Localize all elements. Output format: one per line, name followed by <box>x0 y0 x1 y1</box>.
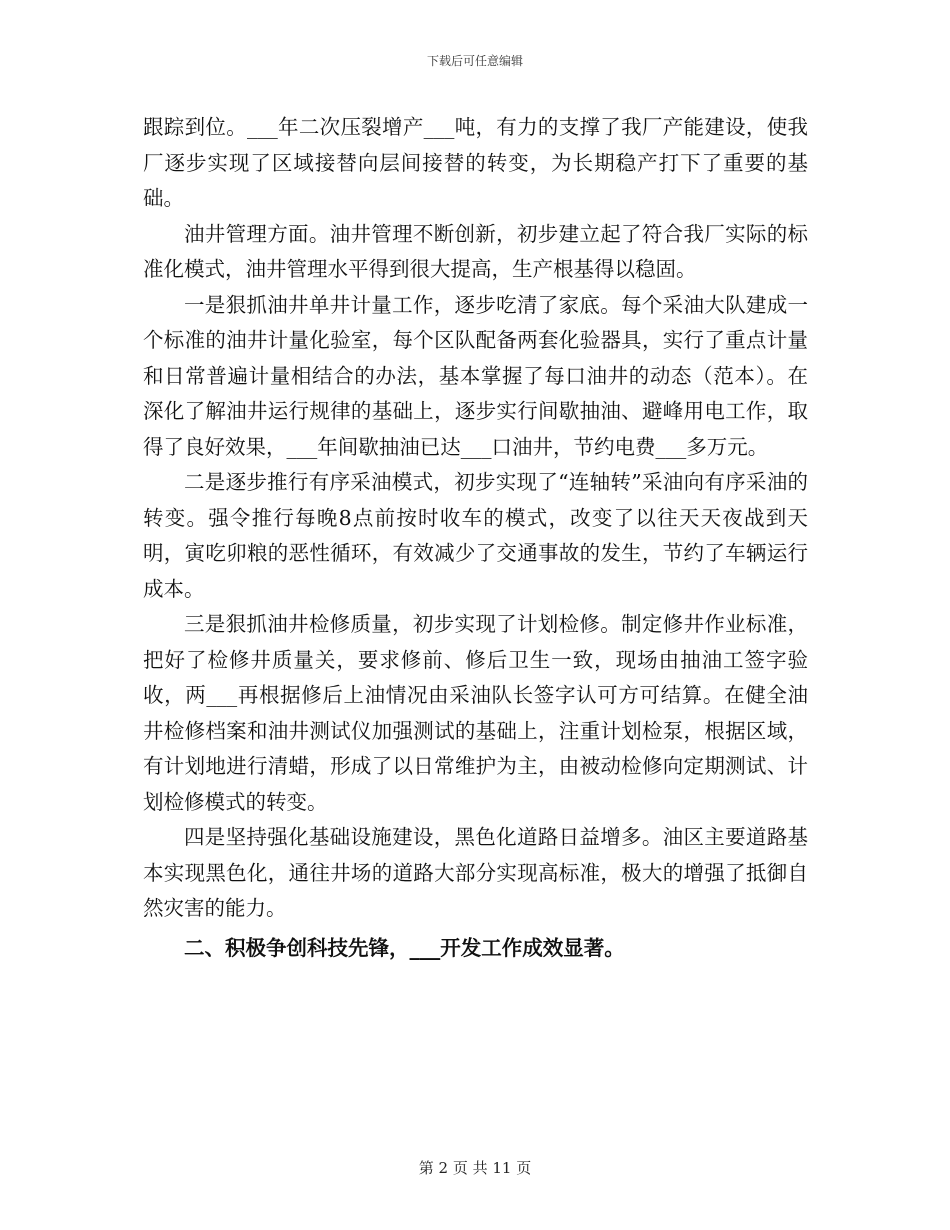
paragraph-item-four: 四是坚持强化基础设施建设，黑色化道路日益增多。油区主要道路基本实现黑色化，通往井场的道路大部分实现高标准，极大的增强了抵御自然灾害的能力。 <box>143 825 808 920</box>
paragraph-item-three: 三是狠抓油井检修质量，初步实现了计划检修。制定修井作业标准，把好了检修井质量关，要求修前、修后卫生一致，现场由抽油工签字验收，两___再根据修后上油情况由采油队长签字认可方可结算。在健全油井检修档案和油井测试仪加强测试的基础上，注重计划检泵，根据区域，有计划地进行清蜡，形成了以日常维护为主，由被动检修向定期测试、计划检修模式的转变。 <box>143 612 808 814</box>
paragraph-item-one: 一是狠抓油井单井计量工作，逐步吃清了家底。每个采油大队建成一个标准的油井计量化验室，每个区队配备两套化验器具，实行了重点计量和日常普遍计量相结合的办法，基本掌握了每口油井的动态（范本）。在深化了解油井运行规律的基础上，逐步实行间歇抽油、避峰用电工作，取得了良好效果，___年间歇抽油已达___口油井，节约电费___多万元。 <box>143 292 808 459</box>
page-header: 下载后可任意编辑 <box>426 54 523 68</box>
page-number: 第 2 页 共 11 页 <box>418 1159 532 1177</box>
paragraph-well-management: 油井管理方面。油井管理不断创新，初步建立起了符合我厂实际的标准化模式，油井管理水平得到很大提高，生产根基得以稳固。 <box>143 221 808 281</box>
section-heading: 二、积极争创科技先锋，___开发工作成效显著。 <box>184 935 625 960</box>
paragraph-continuation: 跟踪到位。___年二次压裂增产___吨，有力的支撑了我厂产能建设，使我厂逐步实现了区域接替向层间接替的转变，为长期稳产打下了重要的基础。 <box>143 115 808 210</box>
document-body <box>143 110 808 966</box>
paragraph-item-two: 二是逐步推行有序采油模式，初步实现了“连轴转”采油向有序采油的转变。强令推行每晚8点前按时收车的模式，改变了以往天天夜战到天明，寅吃卯粮的恶性循环，有效减少了交通事故的发生，节约了车辆运行成本。 <box>143 470 808 601</box>
